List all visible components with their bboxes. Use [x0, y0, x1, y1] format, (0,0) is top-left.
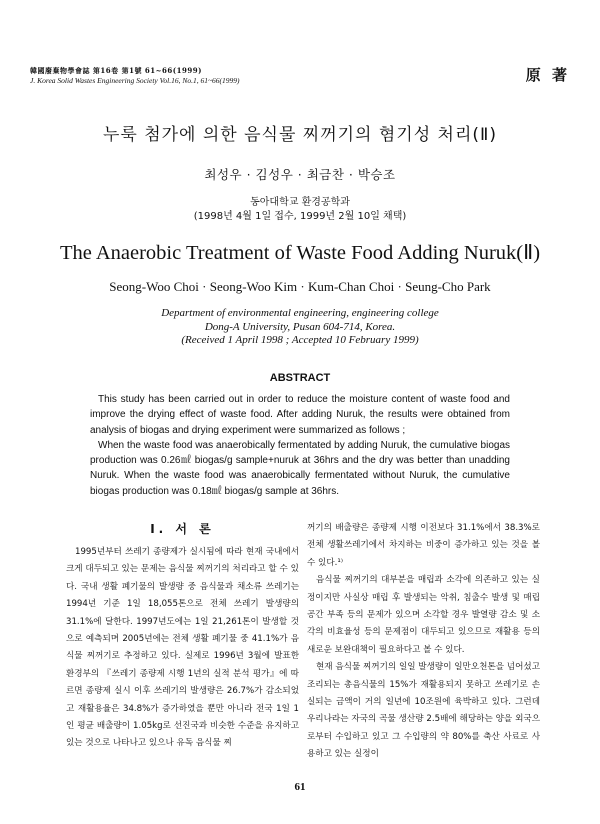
authors-ko: 최성우 · 김성우 · 최금찬 · 박승조 [204, 167, 396, 182]
received-dates-en: (Received 1 April 1998 ; Accepted 10 February 1999) [181, 334, 419, 346]
body-paragraph-continued: 꺼기의 배출량은 종량제 시행 이전보다 31.1%에서 38.3%로 전체 생활쓰레기에서 차지하는 비중이 증가하고 있는 것을 볼 수 있다.¹⁾ [307, 523, 540, 568]
abstract-heading: ABSTRACT [269, 372, 331, 384]
body-paragraph: 음식물 찌꺼기의 대부분을 매립과 소각에 의존하고 있는 실정이지만 사실상 매립 후 발생되는 악취, 침출수 발생 및 매립공간 부족 등의 문제가 있으며 소각할 경우 발열량 감소 및 소각의 비효율성 등의 문제점이 대두되고 있으므로 재활용 등의 새로운 보완대책이 필요하다고 볼 수 있다. [307, 575, 540, 655]
body-column-right [307, 520, 540, 764]
journal-title-en: J. Korea Solid Wastes Engineering Society Vol.16, No.1, 61~66(1999) [30, 76, 240, 85]
affiliation-en-line1: Department of environmental engineering, engineering college [161, 307, 439, 319]
abstract-paragraph: When the waste food was anaerobically fermentated by adding Nuruk, the cumulative biogas production was 0.26㎖ biogas/g sample+nuruk at 36hrs and the dry was better than unadding Nuruk. When the waste food was anaerobically fermentated without Nuruk, the cumulative biogas production was 0.18㎖ biogas/g sample at 36hrs. [90, 439, 510, 497]
abstract-paragraph: This study has been carried out in order to reduce the moisture content of waste food and improve the drying effect of waste food. After adding Nuruk, the results were obtained from analysis of biogas and drying experiment were summarized as follows ; [90, 394, 510, 436]
page-number: 61 [294, 781, 306, 793]
affiliation-en [0, 307, 600, 348]
section-heading-introduction: Ⅰ. 서 론 [150, 522, 215, 536]
paper-title-ko: 누룩 첨가에 의한 음식물 찌꺼기의 혐기성 처리(Ⅱ) [102, 125, 498, 145]
abstract-body [90, 392, 510, 499]
body-paragraph: 1995년부터 쓰레기 종량제가 실시됨에 따라 현재 국내에서 크게 대두되고 있는 문제는 음식물 찌꺼기의 처리라고 할 수 있다. 국내 생활 폐기물의 발생량 중 음식물과 채소류 쓰레기는 1994년 기준 1일 18,055톤으로 전체 쓰레기 발생량의 31.1%에 달한다. 1997년도에는 1일 21,261톤이 발생할 것으로 예측되며 2005년에는 전체 생활 폐기물 중 41.1%가 음식물 찌꺼기로 추정하고 있다. 실제로 1996년 3월에 발표한 환경부의 『쓰레기 종량제 시행 1년의 실적 분석 평가』에 따르면 종량제 실시 이후 쓰레기의 발생량은 26.7%가 감소되었고 재활용율은 34.8%가 증가하였을 뿐만 아니라 전국 1일 1인 평균 배출량이 1.05kg로 선진국과 비슷한 수준을 유지하고 있는 것으로 나타나고 있으나 유독 음식물 찌 [66, 547, 299, 749]
affiliation-ko: 동아대학교 환경공학과 [250, 197, 350, 208]
received-dates-ko: (1998년 4월 1일 접수, 1999년 2월 10일 채택) [193, 211, 407, 222]
body-paragraph: 현재 음식물 찌꺼기의 일일 발생량이 일만오천톤을 넘어섰고 조리되는 총음식물의 15%가 재활용되지 못하고 쓰레기로 손실되는 금액이 거의 일년에 10조원에 육박하고 있다. 그런데 우리나라는 자국의 곡물 생산량 2.5배에 해당하는 양을 외국으로부터 수입하고 있고 그 수입량의 약 80%를 축산 사료로 사용하고 있는 실정이 [307, 662, 540, 760]
journal-header [30, 66, 390, 86]
journal-title-ko: 韓國廢棄物學會誌 第16卷 第1號 61~66(1999) [30, 66, 202, 75]
paper-title-en: The Anaerobic Treatment of Waste Food Adding Nuruk(Ⅱ) [59, 242, 541, 264]
article-type-label: 原 著 [525, 66, 570, 84]
authors-en: Seong-Woo Choi · Seong-Woo Kim · Kum-Chan Choi · Seung-Cho Park [109, 279, 491, 294]
body-column-left [66, 520, 299, 753]
affiliation-en-line2: Dong-A University, Pusan 604-714, Korea. [204, 320, 396, 333]
